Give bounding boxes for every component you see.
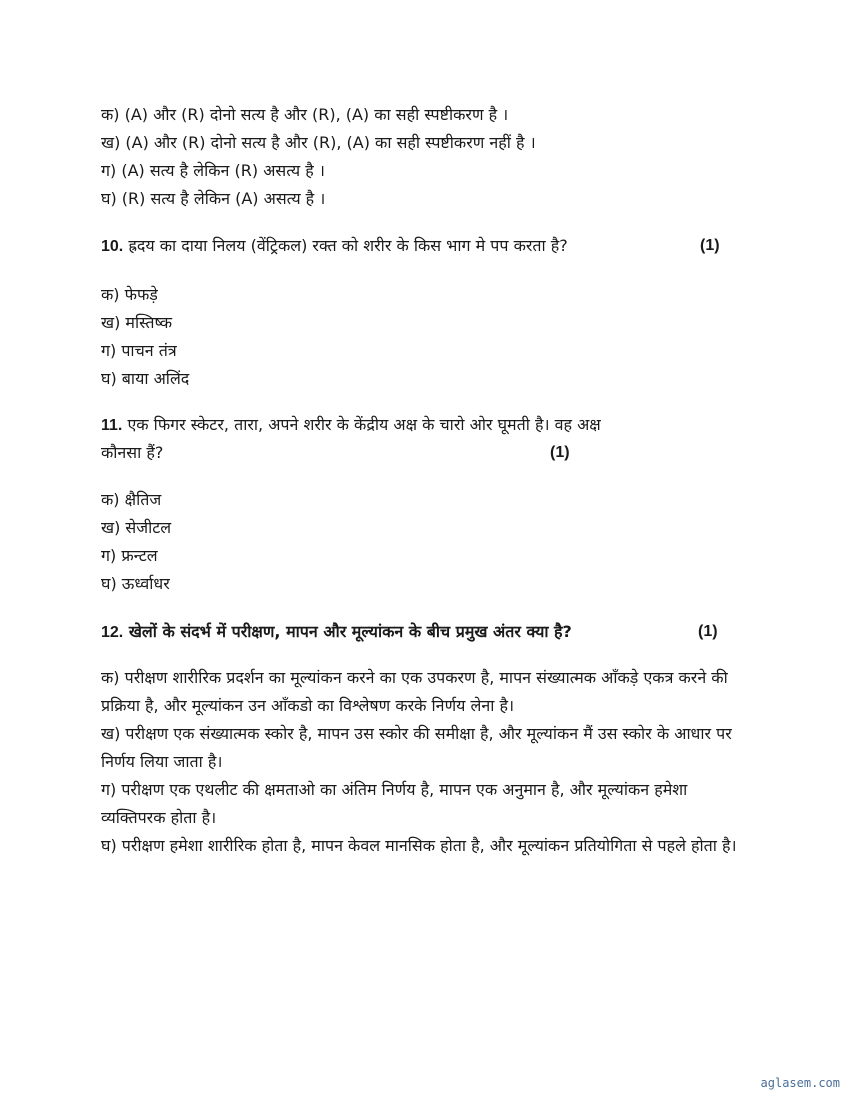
question-11-text-line2: कौनसा हैं? bbox=[101, 443, 164, 462]
q12-option-b: ख) परीक्षण एक संख्यात्मक स्कोर है, मापन उस स्कोर की समीक्षा है, और मूल्यांकन मैं उस स्कोर के आधार पर निर्णय लिया जाता है। bbox=[101, 724, 732, 771]
q10-option-b: ख) मस्तिष्क bbox=[101, 313, 173, 332]
q12-option-a: क) परीक्षण शारीरिक प्रदर्शन का मूल्यांकन करने का एक उपकरण है, मापन संख्यात्मक आँकड़े एकत्र करने की प्रक्रिया है, और मूल्यांकन उन आँकडो का विश्लेषण करके निर्णय लेना है। bbox=[101, 668, 728, 715]
question-10-text: ह्रदय का दाया निलय (वेंट्रिकल) रक्त को शरीर के किस भाग मे पप करता है? bbox=[128, 236, 568, 255]
question-11 bbox=[101, 415, 601, 436]
question-12-marks: (1) bbox=[698, 623, 718, 640]
q12-option-d: घ) परीक्षण हमेशा शारीरिक होता है, मापन केवल मानसिक होता है, और मूल्यांकन प्रतियोगिता से पहले होता है। bbox=[101, 836, 737, 855]
q11-option-c: ग) फ्रन्टल bbox=[101, 546, 158, 565]
question-11-text-line1: एक फिगर स्केटर, तारा, अपने शरीर के केंद्रीय अक्ष के चारो ओर घूमती है। वह अक्ष bbox=[127, 415, 601, 434]
question-12 bbox=[101, 622, 572, 643]
prev-option-a: क) (A) और (R) दोनो सत्य है और (R), (A) का सही स्पष्टीकरण है । bbox=[101, 105, 509, 124]
q10-option-c: ग) पाचन तंत्र bbox=[101, 341, 177, 360]
q10-option-a: क) फेफड़े bbox=[101, 285, 158, 304]
q11-option-a: क) क्षैतिज bbox=[101, 490, 162, 509]
question-10-number: 10. bbox=[101, 238, 124, 255]
q10-option-d: घ) बाया अलिंद bbox=[101, 369, 190, 388]
question-12-text: खेलों के संदर्भ में परीक्षण, मापन और मूल्यांकन के बीच प्रमुख अंतर क्या है? bbox=[128, 622, 572, 641]
question-12-number: 12. bbox=[101, 624, 124, 641]
question-11-number: 11. bbox=[101, 417, 123, 434]
prev-option-b: ख) (A) और (R) दोनो सत्य है और (R), (A) का सही स्पष्टीकरण नहीं है । bbox=[101, 133, 536, 152]
question-11-marks: (1) bbox=[550, 444, 570, 461]
q11-option-d: घ) ऊर्ध्वाधर bbox=[101, 574, 170, 593]
prev-option-d: घ) (R) सत्य है लेकिन (A) असत्य है । bbox=[101, 189, 326, 208]
question-10-marks: (1) bbox=[700, 237, 720, 254]
q12-option-c: ग) परीक्षण एक एथलीट की क्षमताओ का अंतिम निर्णय है, मापन एक अनुमान है, और मूल्यांकन हमेशा व्यक्तिपरक होता है। bbox=[101, 780, 688, 827]
watermark: aglasem.com bbox=[760, 1076, 840, 1090]
q11-option-b: ख) सेजीटल bbox=[101, 518, 172, 537]
question-10 bbox=[101, 236, 568, 257]
prev-option-c: ग) (A) सत्य है लेकिन (R) असत्य है । bbox=[101, 161, 325, 180]
